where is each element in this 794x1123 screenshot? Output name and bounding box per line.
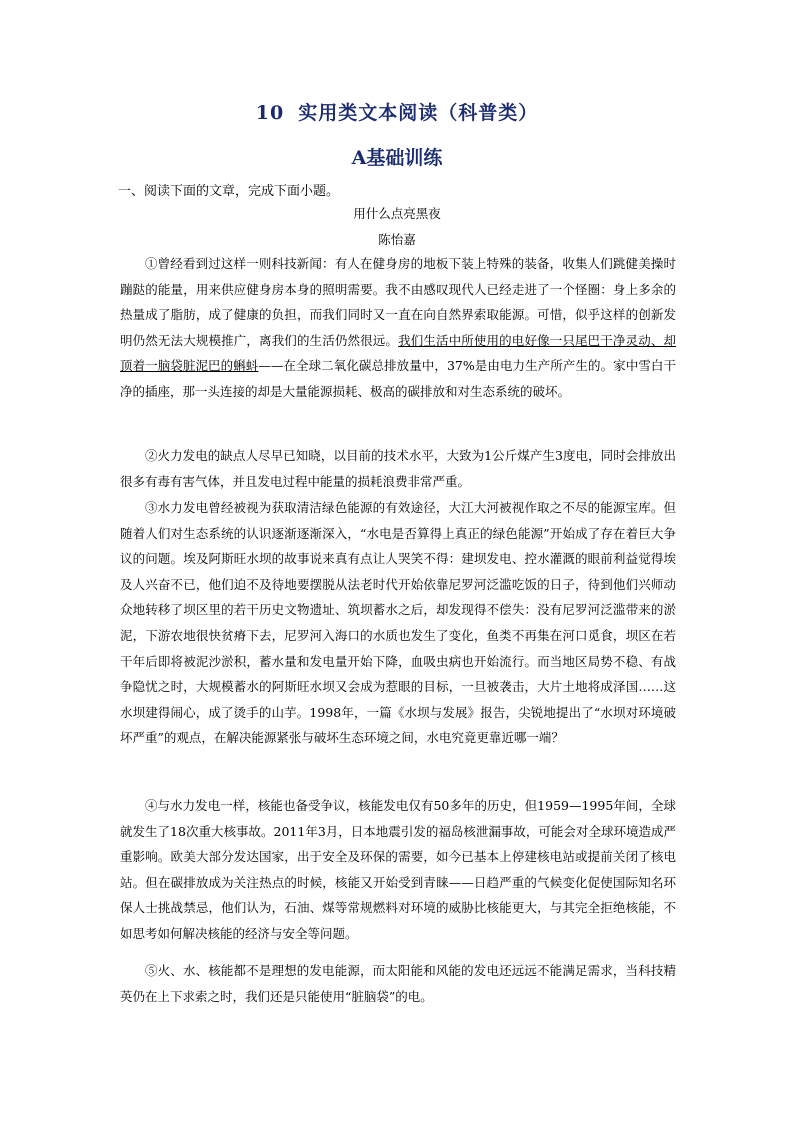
paragraph-5: ⑤火、水、核能都不是理想的发电能源，而太阳能和风能的发电还远远不能满足需求，当科技精英仍在上下求索之时，我们还是只能使用“脏脑袋”的电。 <box>120 963 676 1004</box>
paragraph-3: ③水力发电曾经被视为获取清洁绿色能源的有效途径，大江大河被视作取之不尽的能源宝库。但随着人们对生态系统的认识逐渐逐渐深入，“水电是否算得上真正的绿色能源”开始成了存在着巨大争议的问题。埃及阿斯旺水坝的故事说来真有点让人哭笑不得：建坝发电、控水灌溉的眼前利益觉得埃及人兴奋不已，他们迫不及待地要摆脱从法老时代开始依靠尼罗河泛滥吃饭的日子，待到他们兴师动众地转移了坝区里的若干历史文物遗址、筑坝蓄水之后，却发现得不偿失：没有尼罗河泛滥带来的淤泥，下游农地很快贫瘠下去，尼罗河入海口的水质也发生了变化，鱼类不再集在河口觅食，坝区在若干年后即将被泥沙淤积，蓄水量和发电量开始下降，血吸虫病也开始流行。而当地区局势不稳、有战争隐忧之时，大规模蓄水的阿斯旺水坝又会成为惹眼的目标，一旦被袭击，大片土地将成泽国……这水坝建得闹心，成了烫手的山芋。1998年，一篇《水坝与发展》报告，尖锐地提出了“水坝对环境破坏严重”的观点，在解决能源紧张与破坏生态环境之间，水电究竟更靠近哪一端？ <box>120 500 676 746</box>
question-instruction: 一、阅读下面的文章，完成下面小题。 <box>118 184 340 199</box>
section-heading: A基础训练 <box>351 147 443 169</box>
title-number: 10 <box>255 102 285 124</box>
title-text: 实用类文本阅读（科普类） <box>298 102 539 124</box>
article-title: 用什么点亮黑夜 <box>353 206 441 221</box>
page-title <box>0 98 794 125</box>
paragraph-2: ②火力发电的缺点人尽早已知晓，以目前的技术水平，大致为1公斤煤产生3度电，同时会排放出很多有毒有害气体，并且发电过程中能量的损耗浪费非常严重。 <box>120 448 676 489</box>
article-author: 陈怡嘉 <box>378 232 416 247</box>
paragraph-1-underlined: 我们生活中所使用的电好像一只尾巴干净灵动、却顶着一脑袋脏泥巴的蝌蚪 <box>120 332 676 374</box>
paragraph-4: ④与水力发电一样，核能也备受争议，核能发电仅有50多年的历史，但1959—1995年间，全球就发生了18次重大核事故。2011年3月，日本地震引发的福岛核泄漏事故，可能会对全球环境造成严重影响。欧美大部分发达国家，出于安全及环保的需要，如今已基本上停建核电站或提前关闭了核电站。但在碳排放成为关注热点的时候，核能又开始受到青睐——日趋严重的气候变化促使国际知名环保人士挑战禁忌，他们认为，石油、煤等常规燃料对环境的威胁比核能更大，与其完全拒绝核能，不如思考如何解决核能的经济与安全等问题。 <box>120 798 676 941</box>
paragraph-1-text-b: ——在全球二氧化碳总排放量中，37%是由电力生产所产生的。家中雪白干净的插座，那一头连接的却是大量能源损耗、极高的碳排放和对生态系统的破坏。 <box>120 358 676 399</box>
paragraph-1 <box>120 251 676 405</box>
paragraph-1-text-a: ①曾经看到过这样一则科技新闻：有人在健身房的地板下装上特殊的装备，收集人们跳健美操时蹦跶的能量，用来供应健身房本身的照明需要。我不由感叹现代人已经走进了一个怪圈：身上多余的热量成了脂肪，成了健康的负担，而我们同时又一直在向自然界索取能源。可惜，似乎这样的创新发明仍然无法大规模推广，离我们的生活仍然很远。 <box>120 256 676 348</box>
